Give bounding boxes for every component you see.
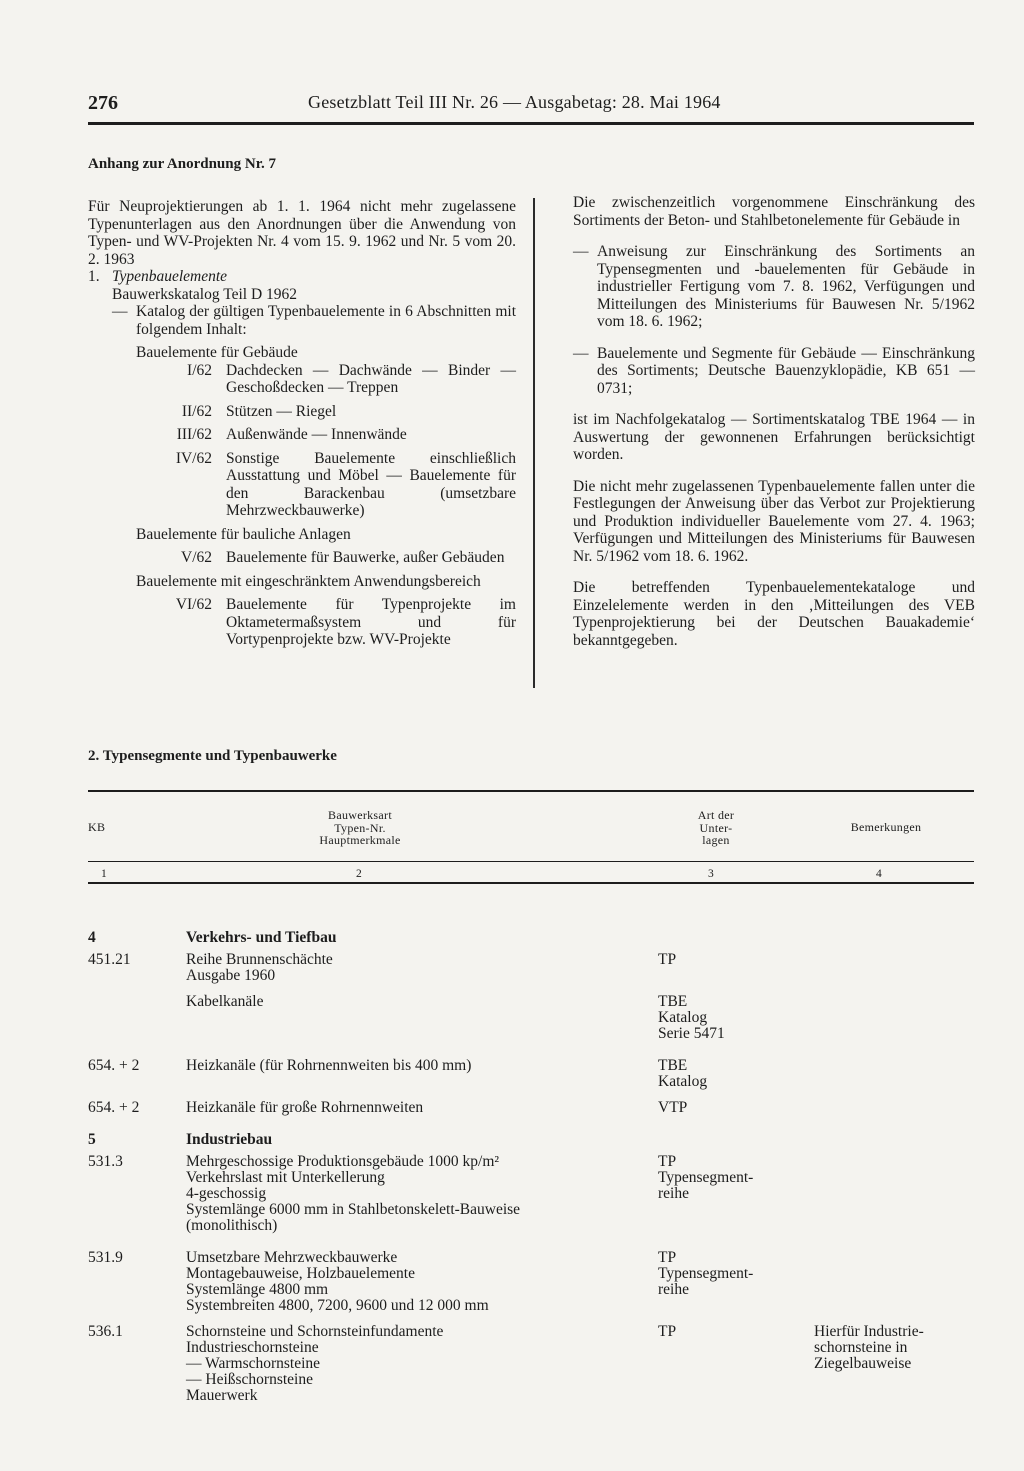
- page-header: [88, 92, 974, 122]
- kb-cell: [88, 994, 186, 1042]
- catalog-row: [136, 403, 516, 421]
- kb-cell: 654. + 2: [88, 1099, 140, 1116]
- bemerkungen-cell: [814, 1250, 974, 1314]
- catalog-desc: Bauelemente für Typenprojekte im Oktametermaßsystem und für Vortypenprojekte bzw. WV-Projekte: [226, 596, 516, 648]
- item-1-sub: Bauwerkskatalog Teil D 1962: [112, 285, 298, 303]
- bauwerksart-cell: Reihe Brunnenschächte Ausgabe 1960: [186, 951, 333, 984]
- catalog-description: Katalog der gültigen Typenbauelemente in 6 Abschnitten mit folgendem Inhalt:: [136, 303, 516, 338]
- bemerkungen-cell: Hierfür Industrie- schornsteine in Ziegelbauweise: [814, 1323, 924, 1372]
- catalog-row: [136, 362, 516, 397]
- bauwerksart-cell: Mehrgeschossige Produktionsgebäude 1000 kp/m² Verkehrslast mit Unterkellerung 4-geschossig Systemlänge 6000 mm in Stahlbetonskelett-Bauweise (monolithisch): [186, 1153, 521, 1234]
- intro-paragraph: Für Neuprojektierungen ab 1. 1. 1964 nicht mehr zugelassene Typenunterlagen aus den Anordnungen über die Anwendung von Typen- und WV-Projekten Nr. 4 vom 15. 9. 1962 und Nr. 5 vom 20. 2. 1963: [88, 198, 516, 268]
- catalog-group-restricted: [88, 573, 516, 649]
- item-1-heading: Typenbauelemente: [112, 268, 228, 285]
- annex-title: Anhang zur Anordnung Nr. 7: [88, 156, 276, 172]
- restriction-item-text: Bauelemente und Segmente für Gebäude — Einschränkung des Sortiments; Deutsche Bauenzyklopädie, KB 651 — 0731;: [597, 344, 975, 397]
- header-art: Art der Unter- lagen: [697, 808, 735, 847]
- catalog-code: VI/62: [175, 596, 212, 613]
- kb-cell: 4: [88, 929, 96, 946]
- restriction-item-text: Anweisung zur Einschränkung des Sortiments an Typensegmenten und -bauelementen für Gebäude in industrieller Fertigung vom 7. 8. 1962, Verfügungen und Mitteilungen des Ministeriums für Bauwesen Nr. 5/1962 vom 18. 6. 1962;: [597, 243, 975, 330]
- art-cell: TP Typensegment- reihe: [658, 1249, 754, 1298]
- catalog-row: [136, 596, 516, 649]
- dash-marker: —: [573, 243, 589, 260]
- catalog-desc: Außenwände — Innenwände: [226, 426, 407, 443]
- art-cell: [658, 930, 814, 946]
- bauwerksart-cell: Schornsteine und Schornsteinfundamente Industrieschornsteine — Warmschornsteine — Heißschornsteine Mauerwerk: [186, 1323, 444, 1404]
- publication-paragraph: Die betreffenden Typenbauelementekataloge und Einzelelemente werden in den ‚Mitteilungen des VEB Typenprojektierung bei der Deutschen Bauakademie‘ bekanntgegeben.: [573, 579, 975, 649]
- table-row: [88, 1132, 974, 1148]
- bemerkungen-cell: [814, 1154, 974, 1234]
- group-title: Bauelemente für bauliche Anlagen: [136, 525, 351, 543]
- kb-cell: 5: [88, 1131, 96, 1148]
- column-divider: [533, 198, 535, 688]
- catalog-group-facilities: [88, 526, 516, 567]
- table-row: [88, 1100, 974, 1116]
- dash-marker: —: [573, 344, 589, 362]
- left-column: [88, 198, 516, 649]
- right-column: [573, 194, 975, 649]
- art-cell: TBE Katalog Serie 5471: [658, 993, 725, 1042]
- catalog-group-buildings: [88, 344, 516, 520]
- art-cell: [658, 1132, 814, 1148]
- catalog-code: IV/62: [175, 449, 212, 467]
- art-cell: TP: [658, 1323, 677, 1340]
- section-2-title: 2. Typensegmente und Typenbauwerke: [88, 748, 337, 764]
- column-number: 2: [356, 868, 362, 880]
- header-rule: [88, 122, 974, 125]
- table-row: [88, 994, 974, 1042]
- bemerkungen-cell: [814, 1058, 974, 1090]
- art-cell: TP: [658, 951, 677, 968]
- table-body: [88, 920, 974, 1404]
- page-number: 276: [88, 92, 118, 114]
- catalog-code: V/62: [181, 549, 212, 566]
- restriction-item-2: [573, 345, 975, 398]
- catalog-row: [136, 549, 516, 567]
- kb-cell: 531.9: [88, 1249, 123, 1266]
- header-bemerkungen: Bemerkungen: [850, 820, 922, 834]
- item-1: [88, 268, 516, 338]
- catalog-code: I/62: [187, 361, 212, 379]
- bemerkungen-cell: [814, 994, 974, 1042]
- kb-cell: 451.21: [88, 951, 131, 968]
- header-bauwerksart: Bauwerksart Typen-Nr. Hauptmerkmale: [319, 808, 401, 847]
- catalog-dash-item: [112, 303, 516, 338]
- column-number: 1: [101, 868, 107, 880]
- art-cell: TP Typensegment- reihe: [658, 1153, 754, 1202]
- art-cell: VTP: [658, 1099, 688, 1116]
- bauwerksart-cell: Heizkanäle (für Rohrnennweiten bis 400 mm): [186, 1057, 472, 1074]
- group-title: Bauelemente mit eingeschränktem Anwendungsbereich: [136, 572, 481, 590]
- bauwerksart-cell: Industriebau: [186, 1131, 273, 1148]
- bemerkungen-cell: [814, 930, 974, 946]
- catalog-desc: Sonstige Bauelemente einschließlich Ausstattung und Möbel — Bauelemente für den Barackenbau (umsetzbare Mehrzweckbauwerke): [226, 449, 516, 519]
- group-title: Bauelemente für Gebäude: [136, 344, 298, 361]
- successor-paragraph: ist im Nachfolgekatalog — Sortimentskatalog TBE 1964 — in Auswertung der gewonnenen Erfahrungen berücksichtigt worden.: [573, 411, 975, 463]
- catalog-desc: Dachdecken — Dachwände — Binder — Geschoßdecken — Treppen: [226, 361, 516, 396]
- bemerkungen-cell: [814, 952, 974, 984]
- catalog-code: II/62: [181, 402, 212, 420]
- table-top-rule: [88, 790, 974, 792]
- kb-cell: 531.3: [88, 1153, 123, 1170]
- column-number: 4: [876, 868, 882, 880]
- bauwerksart-cell: Heizkanäle für große Rohrnennweiten: [186, 1099, 424, 1116]
- table-column-number-rule: [88, 882, 974, 884]
- bauwerksart-cell: Umsetzbare Mehrzweckbauwerke Montagebauweise, Holzbauelemente Systemlänge 4800 mm Systembreiten 4800, 7200, 9600 und 12 000 mm: [186, 1249, 489, 1314]
- table-row: [88, 1250, 974, 1314]
- restriction-paragraph: Die zwischenzeitlich vorgenommene Einschränkung des Sortiments der Beton- und Stahlbetonelemente für Gebäude in: [573, 194, 975, 229]
- bauwerksart-cell: Kabelkanäle: [186, 993, 264, 1010]
- art-cell: TBE Katalog: [658, 1057, 708, 1090]
- table-row: [88, 930, 974, 946]
- table-row: [88, 952, 974, 984]
- column-number: 3: [708, 868, 714, 880]
- bemerkungen-cell: [814, 1132, 974, 1148]
- restriction-item-1: [573, 243, 975, 331]
- bemerkungen-cell: [814, 1100, 974, 1116]
- table-row: [88, 1058, 974, 1090]
- catalog-row: [136, 426, 516, 444]
- table-header-rule: [88, 861, 974, 862]
- item-1-number: 1.: [88, 268, 100, 285]
- gazette-title: Gesetzblatt Teil III Nr. 26 — Ausgabetag: 28. Mai 1964: [308, 92, 721, 112]
- table-row: [88, 1154, 974, 1234]
- prohibition-paragraph: Die nicht mehr zugelassenen Typenbauelemente fallen unter die Festlegungen der Anweisung über das Verbot zur Projektierung und Produktion individueller Bauelemente vom 27. 4. 1963; Verfügungen und Mitteilungen des Ministeriums für Bauwesen Nr. 5/1962 vom 18. 6. 1962.: [573, 477, 975, 565]
- catalog-code: III/62: [176, 426, 212, 443]
- catalog-desc: Stützen — Riegel: [226, 402, 337, 420]
- bauwerksart-cell: Verkehrs- und Tiefbau: [186, 929, 337, 946]
- kb-cell: 654. + 2: [88, 1057, 140, 1074]
- header-kb: KB: [88, 820, 106, 834]
- catalog-row: [136, 450, 516, 520]
- dash-marker: —: [112, 303, 128, 320]
- table-row: [88, 1324, 974, 1404]
- catalog-desc: Bauelemente für Bauwerke, außer Gebäuden: [226, 549, 505, 566]
- kb-cell: 536.1: [88, 1323, 123, 1340]
